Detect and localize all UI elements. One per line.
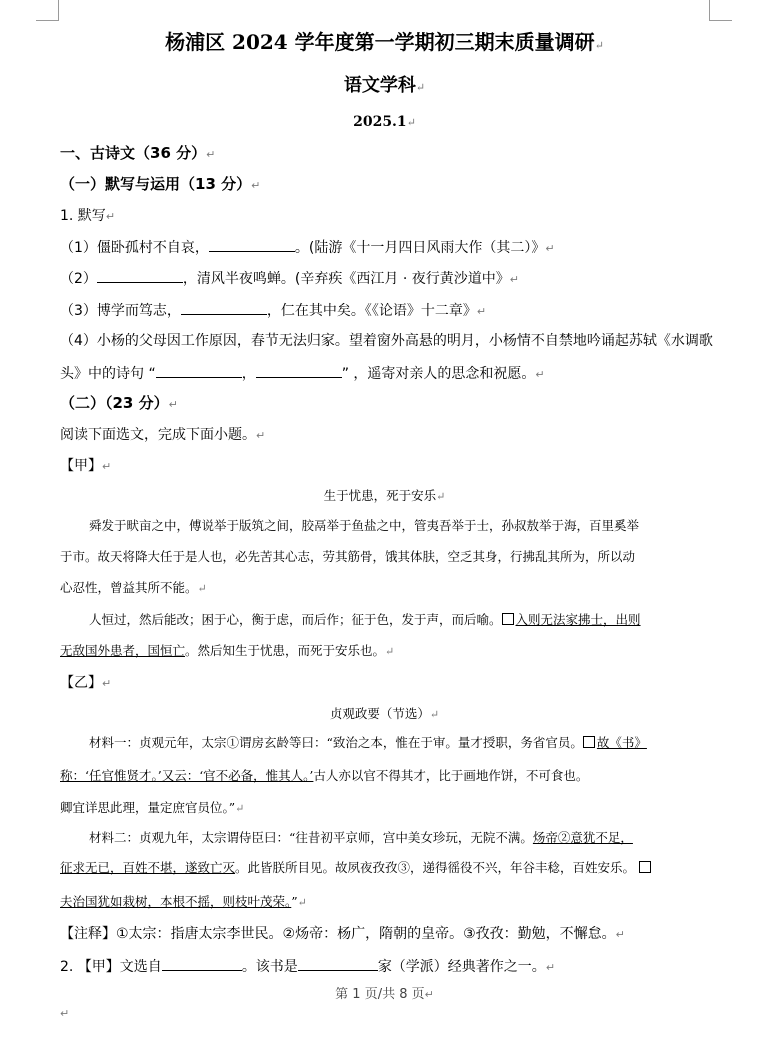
end-paragraph-mark: ↵	[60, 1007, 70, 1020]
annotations: 【注释】①太宗：指唐太宗李世民。②炀帝：杨广，隋朝的皇帝。③孜孜：勤勉，不懈怠。↵	[60, 926, 625, 942]
page-footer: 第 1 页/共 8 页↵	[335, 987, 434, 1002]
answer-blank[interactable]	[156, 362, 242, 378]
answer-blank[interactable]	[209, 236, 295, 252]
question-2: 2. 【甲】文选自 。该书是 家（学派）经典著作之一。↵	[60, 955, 555, 978]
answer-blank[interactable]	[97, 267, 183, 283]
crop-mark-right-horizontal	[709, 20, 732, 21]
checkbox-icon	[583, 736, 595, 748]
question-1-line-4: （4）小杨的父母因工作原因，春节无法归家。望着窗外高悬的明月，小杨情不自禁地吟诵起苏轼《水调歌	[60, 333, 713, 349]
crop-mark-left-horizontal	[36, 20, 59, 21]
passage-jia-p2-line2: 无敌国外患者，国恒亡。然后知生于忧患，而死于安乐也。↵	[60, 643, 395, 658]
part-heading-2: （二）（23 分）↵	[60, 394, 178, 412]
answer-blank[interactable]	[181, 299, 267, 315]
checkbox-icon	[502, 613, 514, 625]
passage-yi-m1-line2: 称：‘任官惟贤才。’又云：‘官不必备，惟其人。’古人亦以官不得其才，比于画地作饼，不可食也。	[60, 768, 589, 783]
passage-yi-title: 贞观政要（节选）↵	[329, 706, 440, 721]
exam-date: 2025.1↵	[353, 114, 416, 130]
passage-jia-title: 生于忧患，死于安乐↵	[323, 488, 446, 503]
document-title: 杨浦区 2024 学年度第一学期初三期末质量调研↵	[165, 30, 604, 54]
question-1-line-1: （1）僵卧孤村不自哀， 。(陆游《十一月四日风雨大作（其二）》↵	[60, 236, 555, 259]
question-1-label: 1. 默写↵	[60, 208, 116, 224]
passage-jia-p1-line3: 心忍性，曾益其所不能。↵	[60, 580, 207, 595]
passage-jia-p1-line1: 舜发于畎亩之中，傅说举于版筑之间，胶鬲举于鱼盐之中，管夷吾举于士，孙叔敖举于海，百里奚举	[89, 518, 640, 533]
passage-yi-m1-line3: 卿宜详思此理，量定庶官员位。”↵	[60, 800, 245, 815]
question-1-line-3: （3）博学而笃志， ，仁在其中矣。《《论语》十二章》↵	[60, 299, 486, 322]
crop-mark-left-vertical	[58, 0, 59, 20]
passage-yi-m2-line3: 夫治国犹如栽树，本根不摇，则枝叶茂荣。”↵	[60, 894, 307, 909]
passage-yi-m2-line2: 征求无已，百姓不堪，遂致亡灭。此皆朕所目见。故夙夜孜孜③，递得徭役不兴，年谷丰稔，百姓安乐。	[60, 858, 653, 878]
checkbox-icon	[639, 861, 651, 873]
question-1-line-2: （2） ，清风半夜鸣蝉。(辛弃疾《西江月 · 夜行黄沙道中》↵	[60, 267, 519, 290]
passage-jia-p2-line1: 人恒过，然后能改；困于心，衡于虑，而后作；征于色，发于声，而后喻。 入则无法家拂士，出则	[89, 612, 641, 627]
passage-yi-m1-line1: 材料一：贞观元年，太宗①谓房玄龄等曰：“致治之本，惟在于审。量才授职，务省官员。 故《书》	[89, 735, 647, 750]
crop-mark-right-vertical	[709, 0, 710, 20]
passage-jia-p1-line2: 于市。故天将降大任于是人也，必先苦其心志，劳其筋骨，饿其体肤，空乏其身，行拂乱其所为，所以动	[60, 549, 636, 564]
answer-blank[interactable]	[298, 955, 378, 971]
passage-yi-m2-line1: 材料二：贞观九年，太宗谓侍臣曰：“往昔初平京师，宫中美女珍玩，无院不满。炀帝②意犹不足，	[89, 830, 633, 845]
answer-blank[interactable]	[256, 362, 342, 378]
passage-jia-tag: 【甲】↵	[60, 458, 112, 474]
passage-yi-tag: 【乙】↵	[60, 675, 112, 691]
answer-blank[interactable]	[162, 955, 242, 971]
subject-title: 语文学科↵	[343, 75, 426, 96]
section-heading: 一、古诗文（36 分）↵	[60, 144, 216, 162]
part-heading-1: （一）默写与运用（13 分）↵	[60, 175, 261, 193]
reading-instruction: 阅读下面选文，完成下面小题。↵	[60, 427, 266, 443]
question-1-line-5: 头》中的诗句 “ ， ” ，遥寄对亲人的思念和祝愿。↵	[60, 362, 545, 385]
